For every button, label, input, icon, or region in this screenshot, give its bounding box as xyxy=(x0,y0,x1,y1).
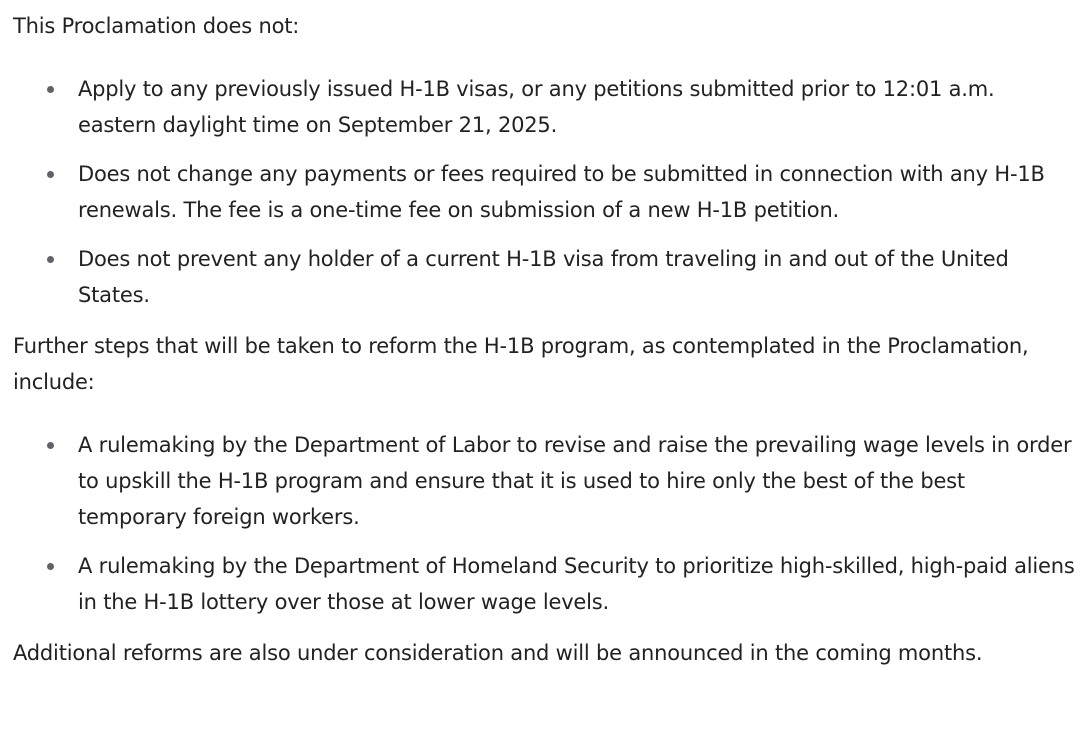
bullet-icon xyxy=(47,256,54,263)
bullet-icon xyxy=(47,86,54,93)
list-item-text: A rulemaking by the Department of Labor to revise and raise the prevailing wage levels in order to upskill the H-1B program and ensure that it is used to hire only the best of the best temporary foreign workers. xyxy=(78,433,1072,529)
further-steps-paragraph: Further steps that will be taken to reform the H-1B program, as contemplated in the Proclamation, include: xyxy=(13,334,1029,394)
list-item xyxy=(78,156,1075,228)
list-item xyxy=(78,71,1075,143)
further-steps-list xyxy=(13,427,1075,620)
list-item xyxy=(78,241,1075,313)
exclusions-list xyxy=(13,71,1075,313)
list-item-text: Apply to any previously issued H-1B visas, or any petitions submitted prior to 12:01 a.m. eastern daylight time on September 21, 2025. xyxy=(78,77,995,137)
intro-paragraph: This Proclamation does not: xyxy=(13,14,300,38)
list-item-text: Does not change any payments or fees required to be submitted in connection with any H-1B renewals. The fee is a one-time fee on submission of a new H-1B petition. xyxy=(78,162,1045,222)
document-body xyxy=(13,8,1075,671)
list-item-text: Does not prevent any holder of a current H-1B visa from traveling in and out of the United States. xyxy=(78,247,1009,307)
list-item-text: A rulemaking by the Department of Homeland Security to prioritize high-skilled, high-paid aliens in the H-1B lottery over those at lower wage levels. xyxy=(78,554,1075,614)
list-item xyxy=(78,548,1075,620)
bullet-icon xyxy=(47,442,54,449)
bullet-icon xyxy=(47,171,54,178)
closing-paragraph: Additional reforms are also under consideration and will be announced in the coming months. xyxy=(13,641,983,665)
bullet-icon xyxy=(47,563,54,570)
list-item xyxy=(78,427,1075,535)
